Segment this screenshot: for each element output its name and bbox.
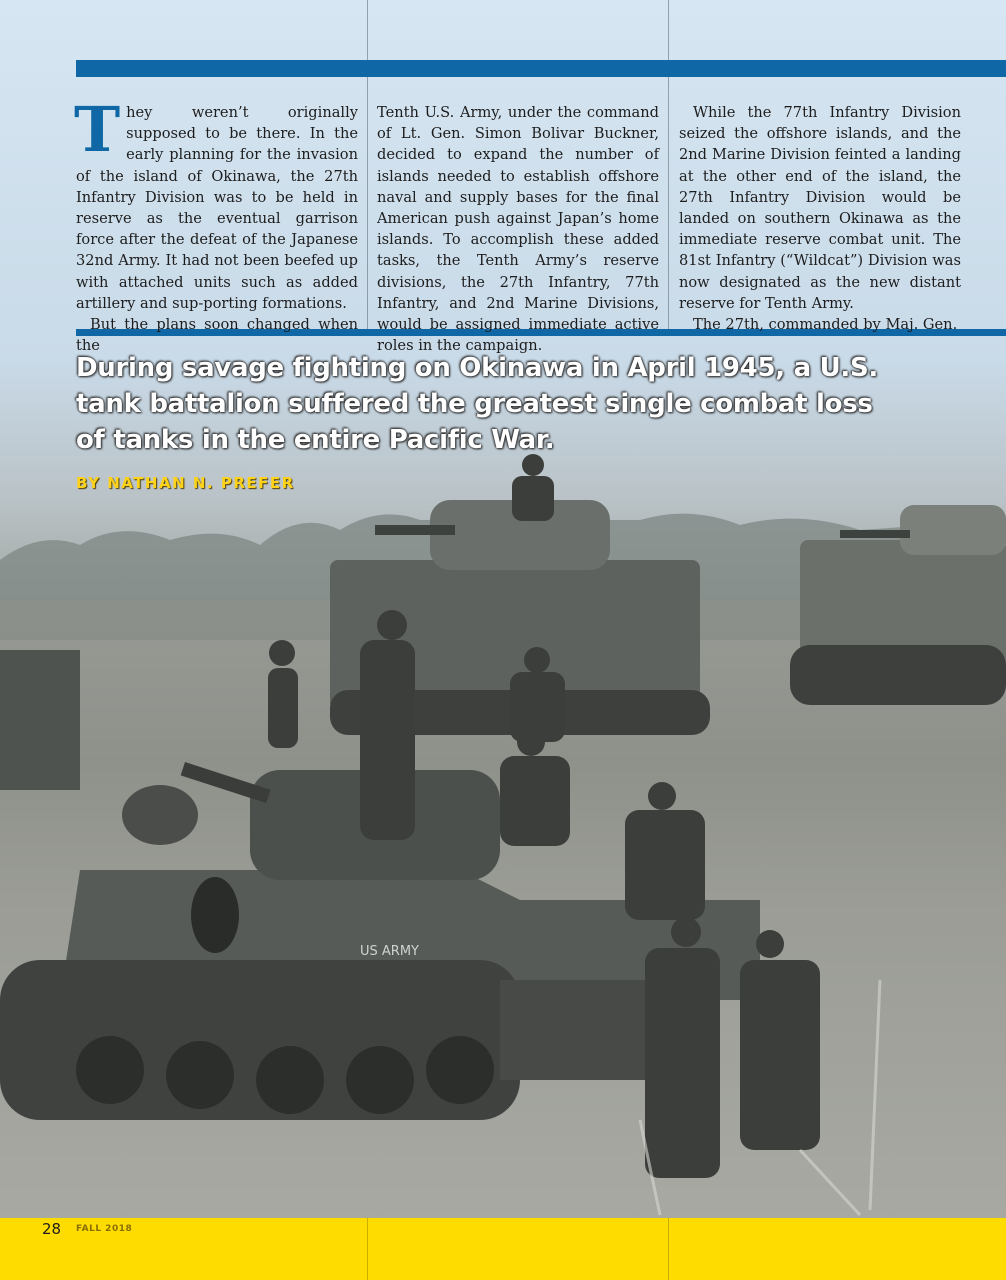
- text-column-3: [679, 102, 961, 335]
- paragraph: Tenth U.S. Army, under the command of Lt. Gen. Simon Bolivar Buckner, decided to expand the number of islands needed to establish offshore naval and supply bases for the final American push against Japan’s home islands. To accomplish these added tasks, the Tenth Army’s reserve divisions, the 27th Infantry, 77th Infantry, and 2nd Marine Divisions, would be assigned immediate active roles in the campaign.: [377, 104, 659, 355]
- text-column-1: [74, 93, 358, 356]
- byline: BY NATHAN N. PREFER: [76, 474, 295, 492]
- paragraph: The 27th, commanded by Maj. Gen.: [693, 316, 958, 334]
- column-guide: [668, 1218, 669, 1280]
- page-number: 28: [42, 1220, 62, 1238]
- tank-marking: US ARMY: [360, 944, 419, 959]
- headline-dek: During savage fighting on Okinawa in April 1945, a U.S. tank battalion suffered the greatest single combat loss of tanks in the entire Pacific War.: [76, 353, 878, 455]
- column-guide: [668, 0, 669, 330]
- issue-label: FALL 2018: [76, 1224, 133, 1234]
- column-guide: [367, 0, 368, 330]
- paragraph-text: hey weren’t originally supposed to be there. In the early planning for the invasion of the island of Okinawa, the 27th Infantry Division was to be held in reserve as the eventual garrison force after the defeat of the Japanese 32nd Army. It had not been beefed up with attached units such as added artillery and sup-porting formations.: [76, 104, 358, 312]
- footer-bar: [0, 1218, 1006, 1280]
- paragraph: [74, 93, 358, 314]
- paragraph: But the plans soon changed when the: [76, 316, 358, 355]
- text-column-2: [377, 102, 659, 356]
- drop-cap: T: [74, 93, 121, 166]
- top-rule: [76, 60, 1006, 77]
- column-guide: [367, 1218, 368, 1280]
- paragraph: While the 77th Infantry Division seized the offshore islands, and the 2nd Marine Division feinted a landing at the other end of the island, the 27th Infantry Division would be landed on southern Okinawa as the immediate reserve combat unit. The 81st Infantry (“Wildcat”) Division was now designated as the new distant reserve for Tenth Army.: [679, 104, 961, 312]
